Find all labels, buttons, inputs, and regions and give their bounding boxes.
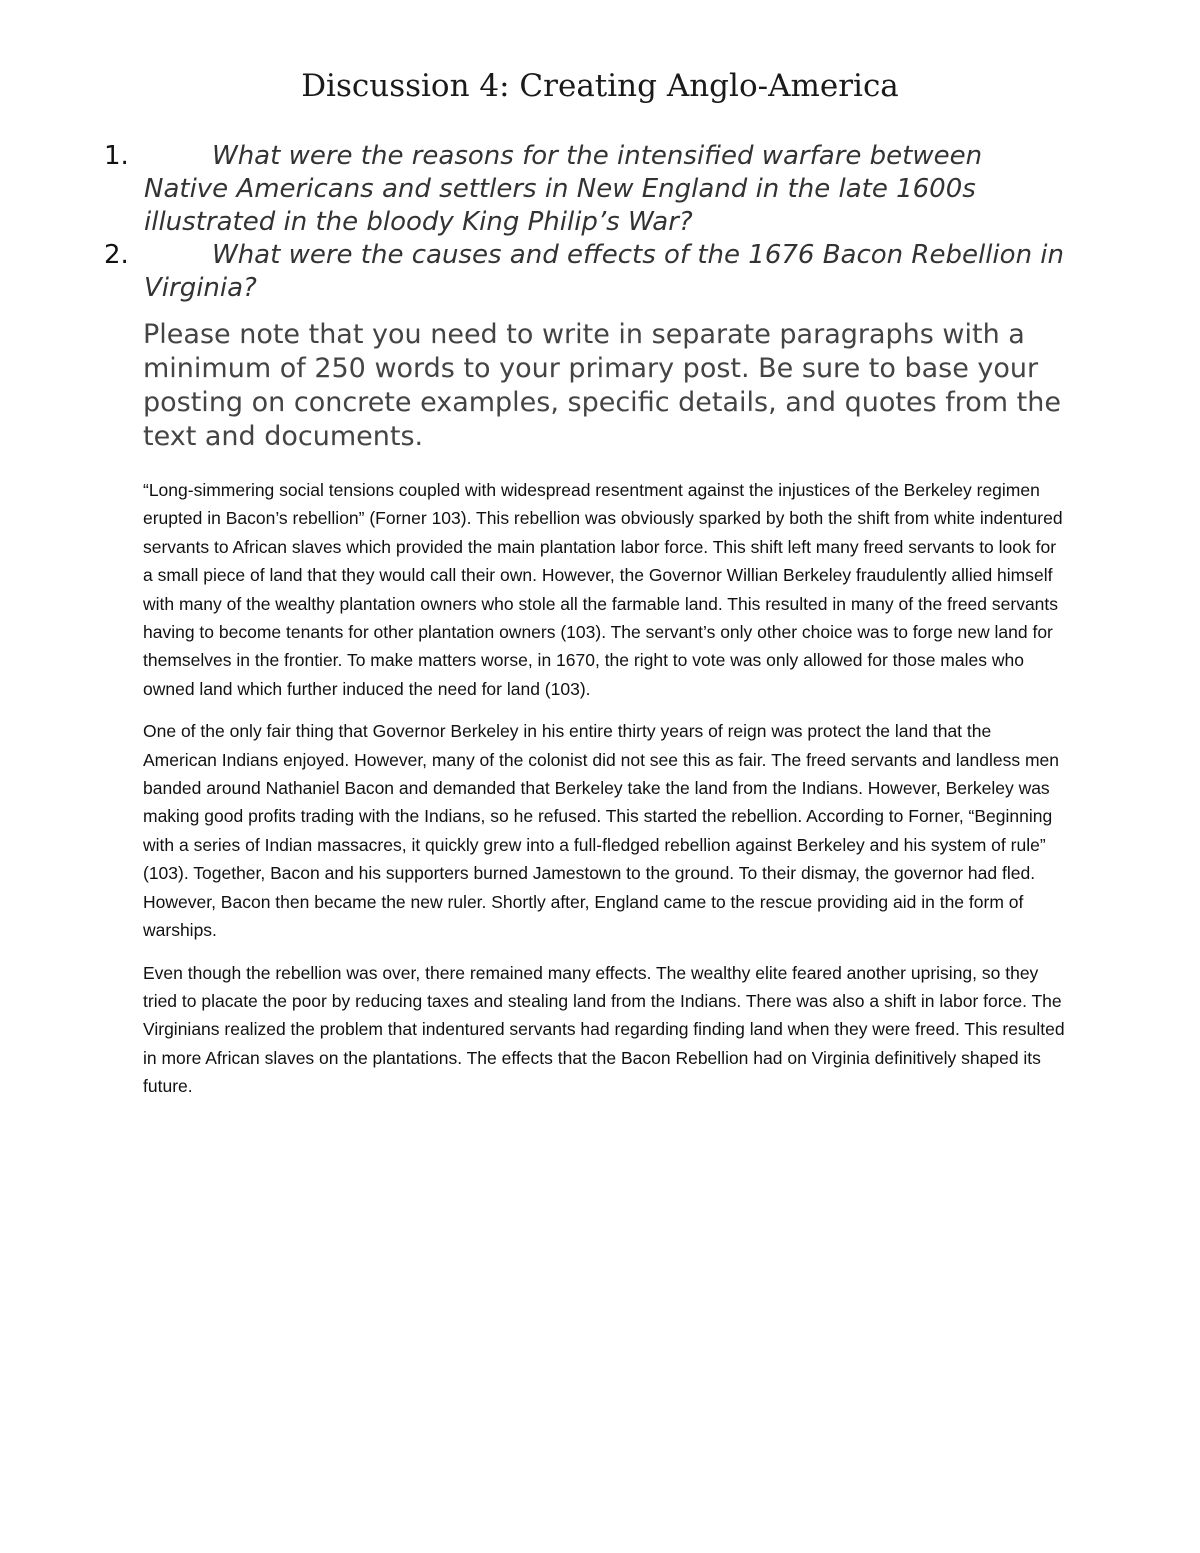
assignment-note: Please note that you need to write in separate paragraphs with a minimum of 250 words to your primary post. Be sure to base your posting on concrete examples, specific details, and quotes from the text and documents.	[143, 319, 1061, 452]
question-text: What were the reasons for the intensified warfare between Native Americans and settlers in New England in the late 1600s illustrated in the bloody King Philip’s War?	[144, 141, 983, 237]
question-number: 2.	[104, 240, 129, 270]
question-item-2	[104, 239, 1064, 305]
question-item-1	[104, 140, 1064, 239]
response-body	[143, 476, 1068, 1115]
response-paragraph-1: “Long-simmering social tensions coupled with widespread resentment against the injustices of the Berkeley regimen erupted in Bacon’s rebellion” (Forner 103). This rebellion was obviously sparked by both the shift from white indentured servants to African slaves which provided the main plantation labor force. This shift left many freed servants to look for a small piece of land that they would call their own. However, the Governor Willian Berkeley fraudulently allied himself with many of the wealthy plantation owners who stole all the farmable land. This resulted in many of the freed servants having to become tenants for other plantation owners (103). The servant’s only other choice was to forge new land for themselves in the frontier. To make matters worse, in 1670, the right to vote was only allowed for those males who owned land which further induced the need for land (103).	[143, 480, 1063, 699]
question-text: What were the causes and effects of the 1676 Bacon Rebellion in Virginia?	[144, 240, 1065, 303]
response-paragraph-2: One of the only fair thing that Governor Berkeley in his entire thirty years of reign was protect the land that the American Indians enjoyed. However, many of the colonist did not see this as fair. The freed servants and landless men banded around Nathaniel Bacon and demanded that Berkeley take the land from the Indians. However, Berkeley was making good profits trading with the Indians, so he refused. This started the rebellion. According to Forner, “Beginning with a series of Indian massacres, it quickly grew into a full-fledged rebellion against Berkeley and his system of rule” (103). Together, Bacon and his supporters burned Jamestown to the ground. To their dismay, the governor had fled. However, Bacon then became the new ruler. Shortly after, England came to the rescue providing aid in the form of warships.	[143, 721, 1060, 941]
question-number: 1.	[104, 141, 129, 171]
response-paragraph-3: Even though the rebellion was over, there remained many effects. The wealthy elite feared another uprising, so they tried to placate the poor by reducing taxes and stealing land from the Indians. There was also a shift in labor force. The Virginians realized the problem that indentured servants had regarding finding land when they were freed. This resulted in more African slaves on the plantations. The effects that the Bacon Rebellion had on Virginia definitively shaped its future.	[143, 962, 1065, 1097]
question-list	[104, 140, 1064, 305]
document-title: Discussion 4: Creating Anglo-America	[301, 68, 899, 104]
